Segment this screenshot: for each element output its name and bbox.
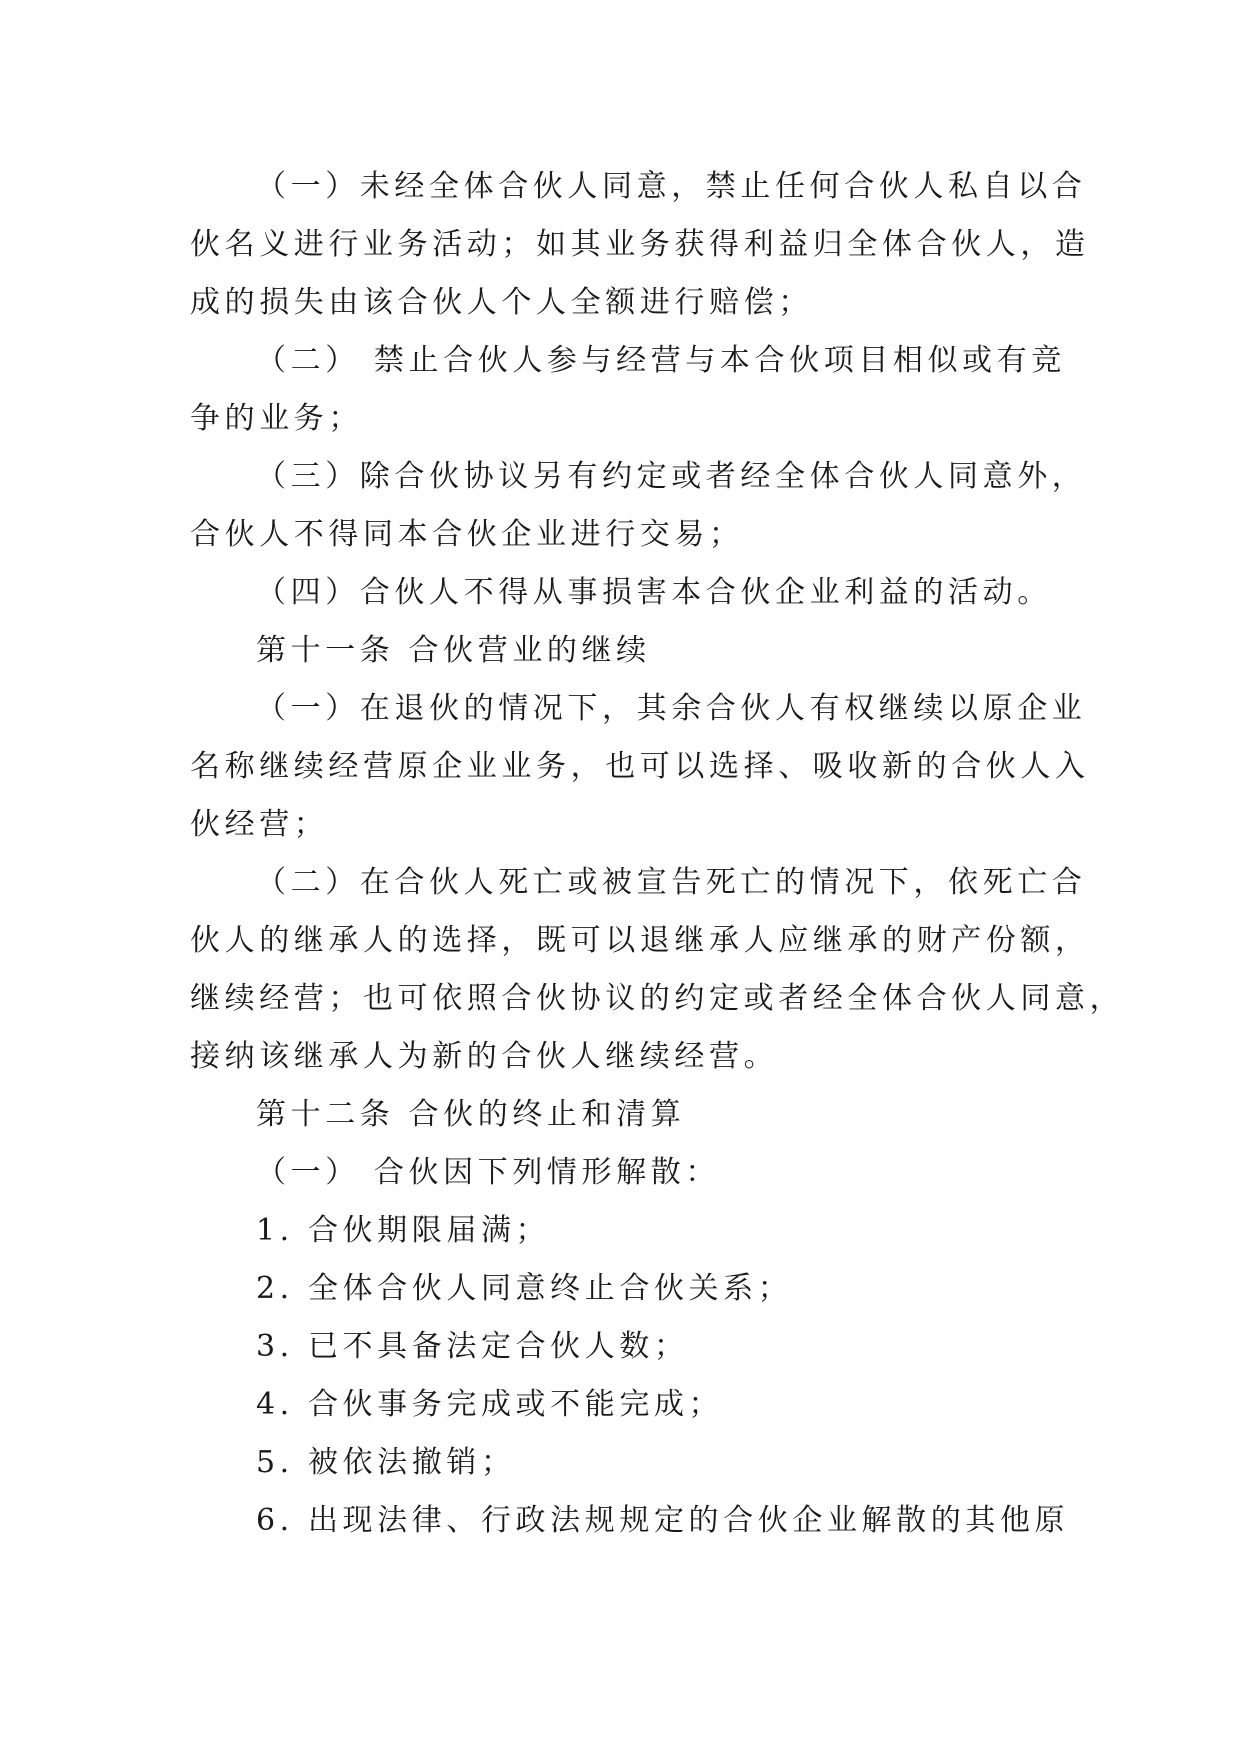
- section-heading: 第十一条 合伙营业的继续: [256, 633, 651, 668]
- list-item: 2. 全体合伙人同意终止合伙关系；: [256, 1271, 793, 1306]
- list-item: 5. 被依法撤销；: [256, 1445, 516, 1480]
- paragraph-line: （一） 合伙因下列情形解散：: [256, 1155, 720, 1190]
- paragraph-line: 争的业务；: [190, 401, 363, 436]
- paragraph-line: 继续经营；也可依照合伙协议的约定或者经全体合伙人同意，: [190, 981, 1125, 1016]
- list-item: 4. 合伙事务完成或不能完成；: [256, 1387, 724, 1422]
- paragraph-line: 合伙人不得同本合伙企业进行交易；: [190, 517, 744, 552]
- paragraph-line: 伙经营；: [190, 807, 329, 842]
- paragraph-line: （一）在退伙的情况下，其余合伙人有权继续以原企业: [256, 691, 1087, 726]
- document-body: [190, 158, 1125, 1550]
- paragraph-line: （三）除合伙协议另有约定或者经全体合伙人同意外，: [256, 459, 1087, 494]
- paragraph-line: 伙人的继承人的选择，既可以退继承人应继承的财产份额，: [190, 923, 1090, 958]
- paragraph-line: （一）未经全体合伙人同意，禁止任何合伙人私自以合: [256, 169, 1087, 204]
- paragraph-line: 接纳该继承人为新的合伙人继续经营。: [190, 1039, 779, 1074]
- list-item: 6. 出现法律、行政法规规定的合伙企业解散的其他原: [256, 1503, 1070, 1538]
- paragraph-line: 名称继续经营原企业业务，也可以选择、吸收新的合伙人入: [190, 749, 1090, 784]
- paragraph-line: （二）在合伙人死亡或被宣告死亡的情况下，依死亡合: [256, 865, 1087, 900]
- paragraph-line: （四）合伙人不得从事损害本合伙企业利益的活动。: [256, 575, 1052, 610]
- paragraph-line: （二） 禁止合伙人参与经营与本合伙项目相似或有竞: [256, 343, 1066, 378]
- list-item: 3. 已不具备法定合伙人数；: [256, 1329, 689, 1364]
- list-item: 1. 合伙期限届满；: [256, 1213, 551, 1248]
- paragraph-line: 伙名义进行业务活动；如其业务获得利益归全体合伙人，造: [190, 227, 1090, 262]
- paragraph-line: 成的损失由该合伙人个人全额进行赔偿；: [190, 285, 813, 320]
- section-heading: 第十二条 合伙的终止和清算: [256, 1097, 686, 1132]
